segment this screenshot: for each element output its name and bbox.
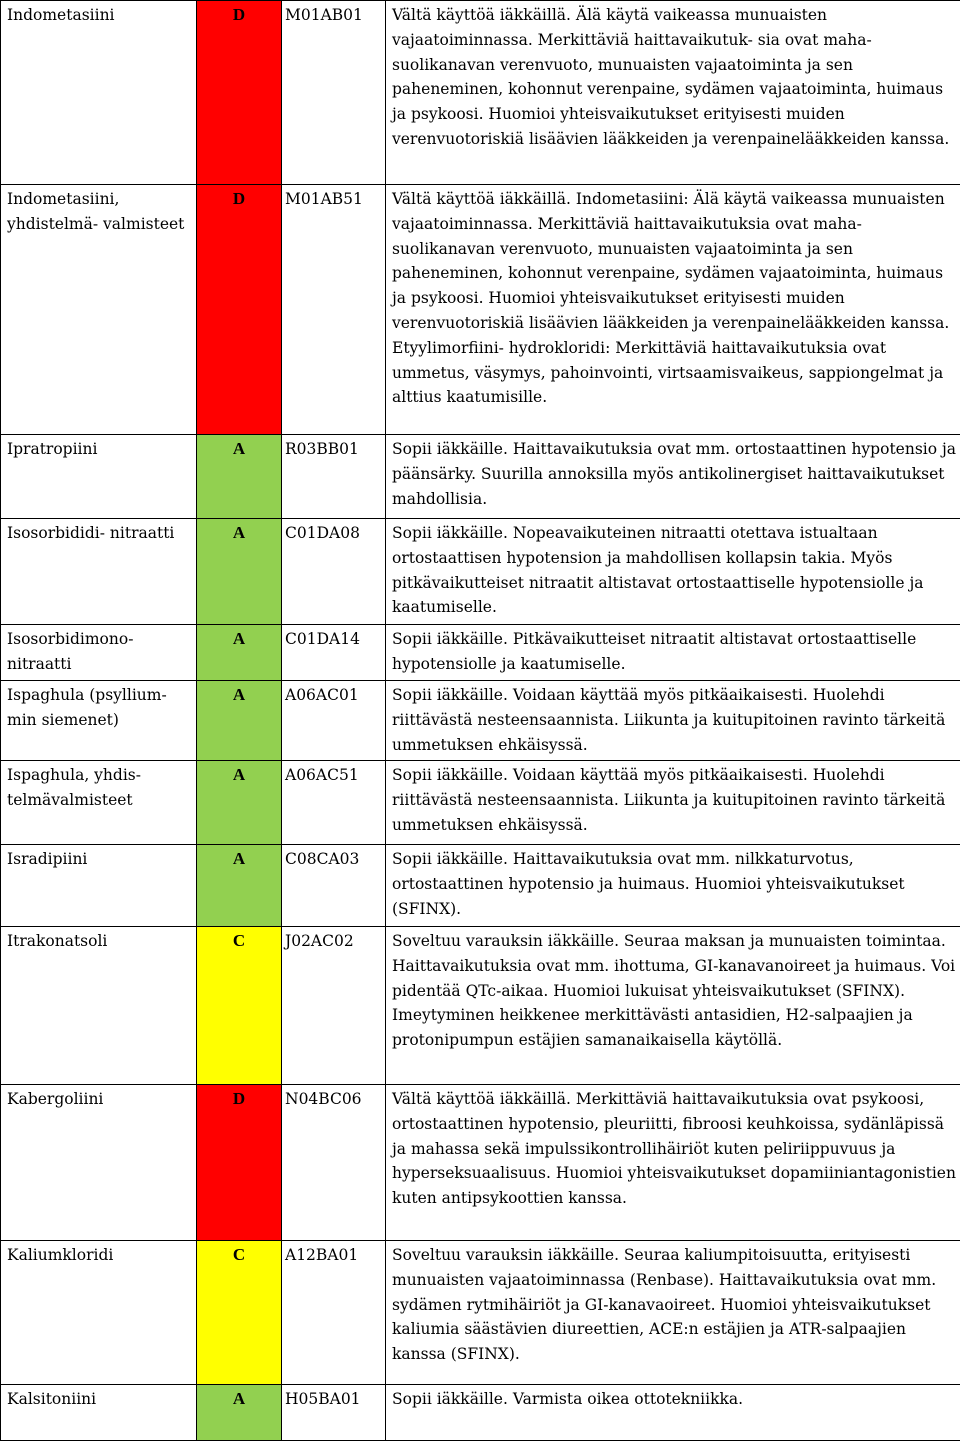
table-row [1, 185, 960, 435]
table-row [1, 927, 960, 1085]
atc-code: A06AC01 [282, 681, 386, 761]
table-row [1, 845, 960, 927]
drug-description: Sopii iäkkäille. Haittavaikutuksia ovat mm. nilkkaturvotus, ortostaattinen hypotensio ja huimaus. Huomioi yhteisvaikutukset (SFINX). [386, 845, 960, 927]
class-badge: A [197, 519, 282, 625]
table-row [1, 1, 960, 185]
drug-description: Sopii iäkkäille. Pitkävaikutteiset nitraatit altistavat ortostaattiselle hypotensiolle ja kaatumiselle. [386, 625, 960, 681]
drug-name: Isosorbididi- nitraatti [1, 519, 197, 625]
atc-code: C08CA03 [282, 845, 386, 927]
class-badge: C [197, 1241, 282, 1385]
table-row [1, 1241, 960, 1385]
drug-description: Sopii iäkkäille. Haittavaikutuksia ovat mm. ortostaattinen hypotensio ja päänsärky. Suurilla annoksilla myös antikolinergiset haittavaikutukset mahdollisia. [386, 435, 960, 519]
atc-code: H05BA01 [282, 1385, 386, 1441]
class-badge: A [197, 625, 282, 681]
drug-name: Kabergoliini [1, 1085, 197, 1241]
class-badge: D [197, 1085, 282, 1241]
class-badge: D [197, 1, 282, 185]
drug-description: Soveltuu varauksin iäkkäille. Seuraa kaliumpitoisuutta, erityisesti munuaisten vajaatoiminnassa (Renbase). Haittavaikutuksia ovat mm. sydämen rytmihäiriöt ja GI-kanavaoireet. Huomioi yhteisvaikutukset kaliumia säästävien diureettien, ACE:n estäjien ja ATR-salpaajien kanssa (SFINX). [386, 1241, 960, 1385]
drug-description: Sopii iäkkäille. Voidaan käyttää myös pitkäaikaisesti. Huolehdi riittävästä nesteensaannista. Liikunta ja kuitupitoinen ravinto tärkeitä ummetuksen ehkäisyssä. [386, 681, 960, 761]
atc-code: A12BA01 [282, 1241, 386, 1385]
drug-name: Isosorbidimono- nitraatti [1, 625, 197, 681]
drug-description: Vältä käyttöä iäkkäillä. Merkittäviä haittavaikutuksia ovat psykoosi, ortostaattinen hypotensio, pleuriitti, fibroosi keuhkoissa, sydänläpissä ja mahassa sekä impulssikontrollihäiriöt kuten peliriippuvuus ja hyperseksuaalisuus. Huomioi yhteisvaikutukset dopamiiniantagonistien kuten antipsykoottien kanssa. [386, 1085, 960, 1241]
drug-description: Vältä käyttöä iäkkäillä. Indometasiini: Älä käytä vaikeassa munuaisten vajaatoiminnassa. Merkittäviä haittavaikutuksia ovat maha-suolikanavan verenvuoto, munuaisten vajaatoiminta ja sen paheneminen, kohonnut verenpaine, sydämen vajaatoiminta, huimaus ja psykoosi. Huomioi yhteisvaikutukset erityisesti muiden verenvuotoriskiä lisäävien lääkkeiden ja verenpainelääkkeiden kanssa. Etyylimorfiini- hydrokloridi: Merkittäviä haittavaikutuksia ovat ummetus, väsymys, pahoinvointi, virtsaamisvaikeus, sappiongelmat ja alttius kaatumisille. [386, 185, 960, 435]
table-row [1, 1085, 960, 1241]
atc-code: M01AB01 [282, 1, 386, 185]
drug-name: Kaliumkloridi [1, 1241, 197, 1385]
atc-code: A06AC51 [282, 761, 386, 845]
drug-name: Ispaghula, yhdis- telmävalmisteet [1, 761, 197, 845]
class-badge: A [197, 435, 282, 519]
class-badge: A [197, 845, 282, 927]
atc-code: J02AC02 [282, 927, 386, 1085]
class-badge: A [197, 681, 282, 761]
drug-name: Ispaghula (psyllium- min siemenet) [1, 681, 197, 761]
class-badge: D [197, 185, 282, 435]
drug-name: Indometasiini [1, 1, 197, 185]
atc-code: M01AB51 [282, 185, 386, 435]
class-badge: A [197, 1385, 282, 1441]
drug-description: Sopii iäkkäille. Nopeavaikuteinen nitraatti otettava istualtaan ortostaattisen hypotension ja mahdollisen kollapsin takia. Myös pitkävaikutteiset nitraatit altistavat ortostaattiselle hypotensiolle ja kaatumiselle. [386, 519, 960, 625]
drug-name: Itrakonatsoli [1, 927, 197, 1085]
drug-description: Sopii iäkkäille. Voidaan käyttää myös pitkäaikaisesti. Huolehdi riittävästä nesteensaannista. Liikunta ja kuitupitoinen ravinto tärkeitä ummetuksen ehkäisyssä. [386, 761, 960, 845]
table-row [1, 681, 960, 761]
table-row [1, 1385, 960, 1441]
table-row [1, 519, 960, 625]
class-badge: A [197, 761, 282, 845]
drug-name: Ipratropiini [1, 435, 197, 519]
atc-code: R03BB01 [282, 435, 386, 519]
atc-code: N04BC06 [282, 1085, 386, 1241]
drug-description: Soveltuu varauksin iäkkäille. Seuraa maksan ja munuaisten toimintaa. Haittavaikutuksia ovat mm. ihottuma, GI-kanavanoireet ja huimaus. Voi pidentää QTc-aikaa. Huomioi lukuisat yhteisvaikutukset (SFINX). Imeytyminen heikkenee merkittävästi antasidien, H2-salpaajien ja protonipumpun estäjien samanaikaisella käytöllä. [386, 927, 960, 1085]
table-row [1, 435, 960, 519]
table-row [1, 761, 960, 845]
drug-description: Vältä käyttöä iäkkäillä. Älä käytä vaikeassa munuaisten vajaatoiminnassa. Merkittäviä haittavaikutuk- sia ovat maha-suolikanavan verenvuoto, munuaisten vajaatoiminta ja sen paheneminen, kohonnut verenpaine, sydämen vajaatoiminta, huimaus ja psykoosi. Huomioi yhteisvaikutukset erityisesti muiden verenvuotoriskiä lisäävien lääkkeiden ja verenpainelääkkeiden kanssa. [386, 1, 960, 185]
drug-name: Indometasiini, yhdistelmä- valmisteet [1, 185, 197, 435]
atc-code: C01DA14 [282, 625, 386, 681]
atc-code: C01DA08 [282, 519, 386, 625]
class-badge: C [197, 927, 282, 1085]
drug-name: Isradipiini [1, 845, 197, 927]
drug-description: Sopii iäkkäille. Varmista oikea ottotekniikka. [386, 1385, 960, 1441]
drug-name: Kalsitoniini [1, 1385, 197, 1441]
table-row [1, 625, 960, 681]
